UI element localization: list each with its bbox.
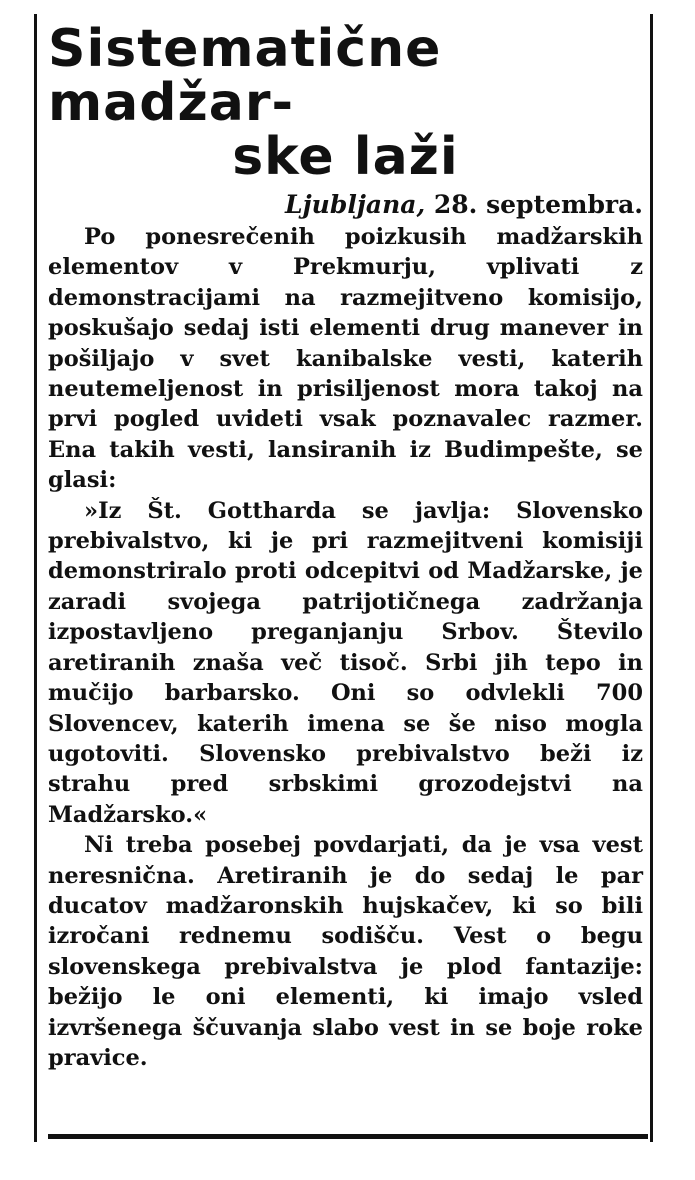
paragraph-rebuttal: Ni treba posebej povdarjati, da je vsa vest neresnična. Aretiranih je do sedaj le par ducatov madžaronskih hujskačev, ki so bili izročani rednemu sodišču. Vest o begu slovenskega prebivalstva je plod fantazije: bežijo le oni elementi, ki imajo vsled izvršenega ščuvanja slabo vest in se boje roke pravice. xyxy=(48,832,643,1071)
paragraph-intro: Po ponesrečenih poizkusih madžarskih elementov v Prekmurju, vplivati z demonstracijami na razmejitveno komisijo, poskušajo sedaj isti elementi drug manever in pošiljajo v svet kanibalske vesti, katerih neutemeljenost in prisiljenost mora takoj na prvi pogled uvideti vsak poznavalec razmer. Ena takih vesti, lansiranih iz Budimpešte, se glasi: xyxy=(48,224,643,494)
dateline-date: 28. septembra. xyxy=(433,190,643,219)
bottom-rule xyxy=(48,1134,648,1139)
article xyxy=(48,19,643,1073)
paragraph-quote: »Iz Št. Gottharda se javlja: Slovensko prebivalstvo, ki je pri razmejitveni komisiji demonstriralo proti odcepitvi od Madžarske, je zaradi svojega patrijotičnega zadržanja izpostavljeno preganjanju Srbov. Število aretiranih znaša več tisoč. Srbi jih tepo in mučijo barbarsko. Oni so odvlekli 700 Slovencev, katerih imena se še niso mogla ugotoviti. Slovensko prebivalstvo beži iz strahu pred srbskimi grozodejstvi na Madžarsko.« xyxy=(48,497,643,828)
dateline-place: Ljubljana, xyxy=(285,190,426,219)
headline-line-2: ske laži xyxy=(232,127,459,187)
column-rule-right xyxy=(650,14,653,1142)
column-rule-left xyxy=(34,14,37,1142)
headline xyxy=(48,19,643,187)
headline-line-1: Sistematične madžar- xyxy=(48,19,442,133)
dateline xyxy=(48,190,643,220)
